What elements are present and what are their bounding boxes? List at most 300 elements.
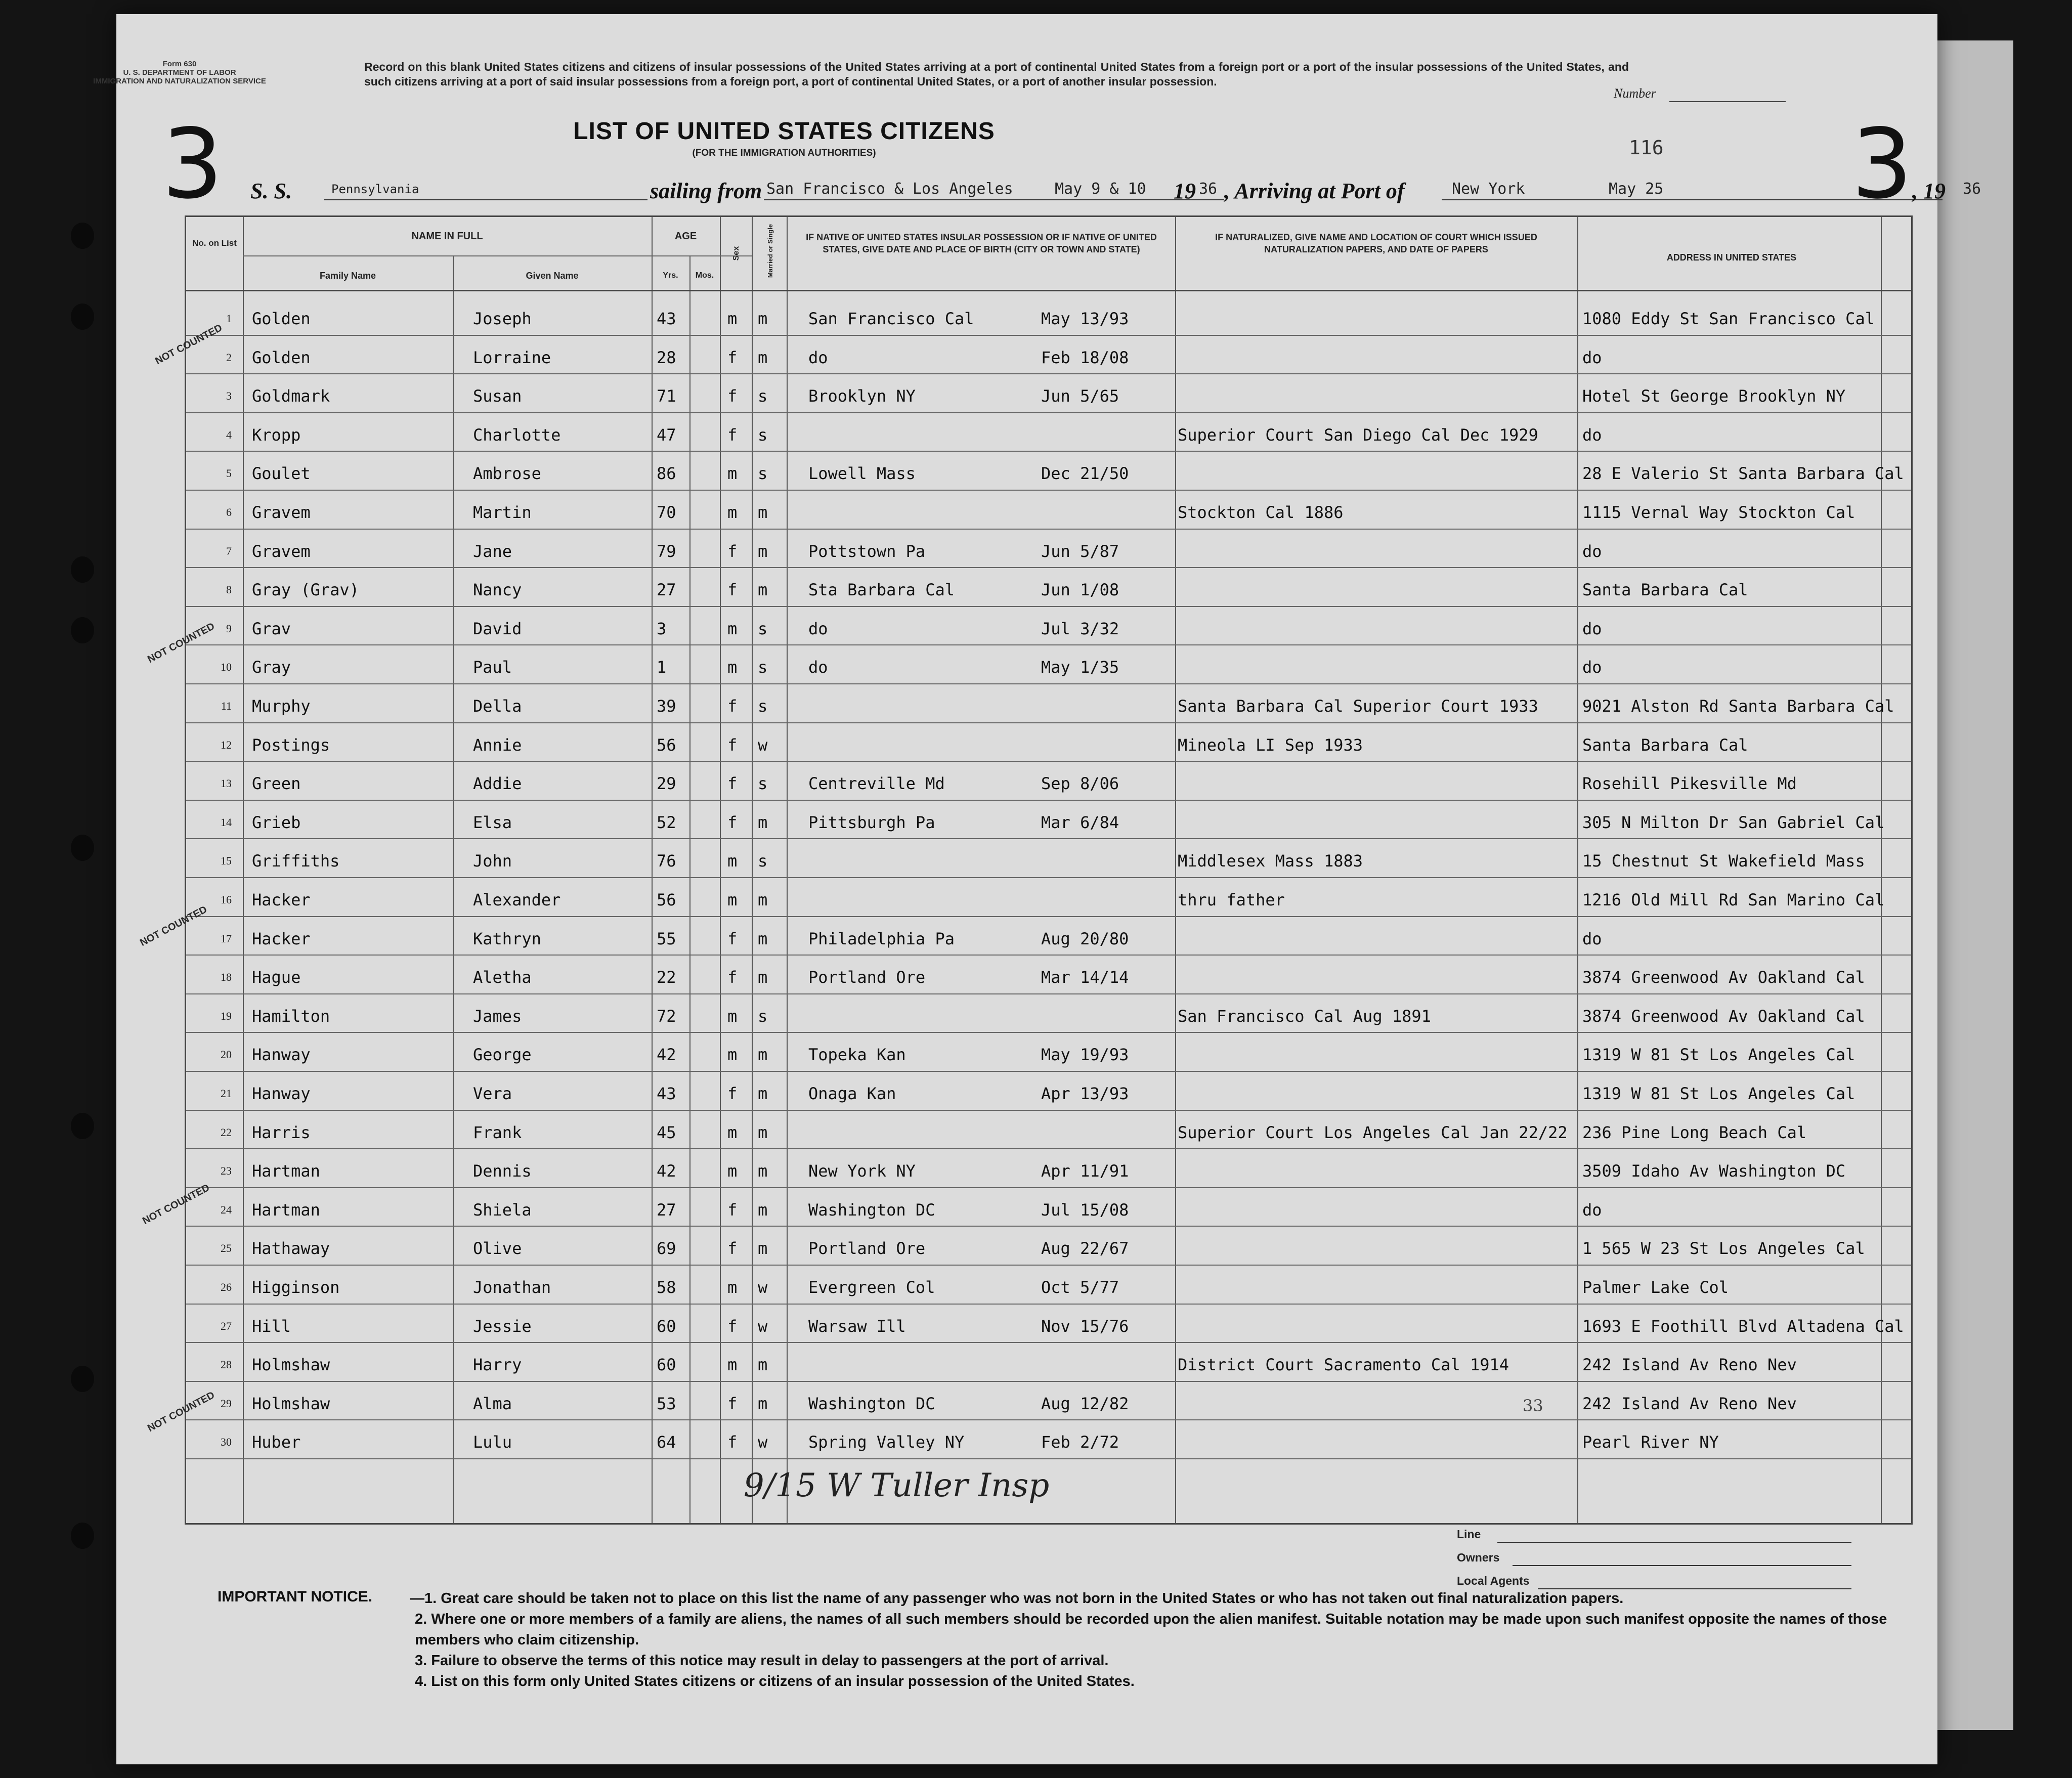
- age-years: 42: [657, 1045, 676, 1065]
- owners-field: [1457, 1551, 1530, 1574]
- us-address: do: [1582, 1200, 1602, 1220]
- birthdate: Apr 11/91: [1041, 1161, 1129, 1181]
- sex: m: [727, 890, 738, 909]
- family-name: Holmshaw: [252, 1394, 330, 1413]
- given-name: Jessie: [473, 1316, 532, 1336]
- naturalization-court: San Francisco Cal Aug 1891: [1178, 1006, 1431, 1026]
- row-number: 30: [221, 1436, 232, 1449]
- departure-port: San Francisco & Los Angeles: [766, 180, 1013, 198]
- given-name: Della: [473, 697, 522, 716]
- marital-status: m: [758, 1045, 768, 1065]
- marital-status: m: [758, 1239, 768, 1259]
- age-years: 69: [657, 1239, 676, 1259]
- family-name: Green: [252, 774, 301, 794]
- birthdate: Jun 5/87: [1041, 541, 1119, 561]
- margin-number: 33: [1523, 1396, 1543, 1415]
- us-address: 28 E Valerio St Santa Barbara Cal: [1582, 464, 1904, 484]
- row-divider: [186, 451, 1911, 452]
- marital-status: m: [758, 1394, 768, 1413]
- family-name: Golden: [252, 348, 311, 367]
- family-name: Postings: [252, 735, 330, 755]
- sex: f: [727, 348, 738, 367]
- given-name: Jonathan: [473, 1278, 551, 1297]
- arrival-port: New York: [1452, 180, 1525, 198]
- marital-status: s: [758, 425, 768, 445]
- row-divider: [186, 722, 1911, 723]
- marital-status: s: [758, 1006, 768, 1026]
- col-family-name: Family Name: [319, 271, 376, 281]
- given-name: Lorraine: [473, 348, 551, 367]
- row-number: 8: [226, 583, 232, 596]
- birthplace: Sta Barbara Cal: [808, 580, 955, 600]
- age-years: 79: [657, 541, 676, 561]
- marital-status: m: [758, 1084, 768, 1103]
- col-given-name: Given Name: [526, 271, 579, 281]
- given-name: Olive: [473, 1239, 522, 1259]
- marital-status: w: [758, 1278, 768, 1297]
- owners-underline: [1513, 1565, 1851, 1566]
- us-address: 305 N Milton Dr San Gabriel Cal: [1582, 812, 1885, 832]
- ship-underline: [324, 199, 648, 200]
- ship-name: Pennsylvania: [331, 182, 419, 196]
- age-years: 39: [657, 697, 676, 716]
- marital-status: m: [758, 1200, 768, 1220]
- birthdate: May 1/35: [1041, 658, 1119, 677]
- row-divider: [186, 1226, 1911, 1227]
- family-name: Grieb: [252, 812, 301, 832]
- sailing-label: sailing from: [650, 179, 762, 203]
- sail-year-prefix: 19: [1174, 179, 1196, 203]
- sex: m: [727, 464, 738, 484]
- naturalization-court: Superior Court Los Angeles Cal Jan 22/22: [1178, 1122, 1568, 1142]
- family-name: Murphy: [252, 697, 311, 716]
- notice-item: 3. Failure to observe the terms of this notice may result in delay to passengers at the port of arrival.: [415, 1653, 1109, 1669]
- sex: m: [727, 851, 738, 871]
- row-divider: [186, 1342, 1911, 1343]
- age-years: 1: [657, 658, 667, 677]
- row-divider: [186, 490, 1911, 491]
- birthdate: Mar 14/14: [1041, 968, 1129, 987]
- age-years: 56: [657, 735, 676, 755]
- age-years: 52: [657, 812, 676, 832]
- naturalization-court: Santa Barbara Cal Superior Court 1933: [1178, 697, 1538, 716]
- row-number: 7: [226, 544, 232, 557]
- birthdate: Feb 18/08: [1041, 348, 1129, 367]
- row-number: 2: [226, 351, 232, 364]
- sex: m: [727, 1122, 738, 1142]
- sailing-underline: [764, 199, 1224, 200]
- row-number: 27: [221, 1319, 232, 1332]
- not-counted-stamp: NOT COUNTED: [141, 1182, 212, 1227]
- family-name: Hill: [252, 1316, 291, 1336]
- birthdate: Aug 22/67: [1041, 1239, 1129, 1259]
- row-number: 18: [221, 971, 232, 984]
- punch-hole: [71, 556, 94, 583]
- given-name: Charlotte: [473, 425, 561, 445]
- given-name: Susan: [473, 386, 522, 406]
- us-address: do: [1582, 619, 1602, 638]
- family-name: Gravem: [252, 503, 311, 522]
- row-number: 24: [221, 1203, 232, 1216]
- row-number: 17: [221, 932, 232, 945]
- row-number: 26: [221, 1281, 232, 1293]
- row-number: 12: [221, 738, 232, 751]
- naturalization-court: District Court Sacramento Cal 1914: [1178, 1355, 1509, 1375]
- us-address: do: [1582, 658, 1602, 677]
- punch-hole: [71, 617, 94, 643]
- row-divider: [186, 955, 1911, 956]
- col-divider: [453, 255, 454, 1523]
- arriving-label: , Arriving at Port of: [1224, 179, 1405, 203]
- marital-status: m: [758, 812, 768, 832]
- not-counted-stamp: NOT COUNTED: [146, 1389, 217, 1435]
- row-number: 9: [226, 622, 232, 635]
- us-address: Pearl River NY: [1582, 1433, 1719, 1452]
- birthdate: Jun 1/08: [1041, 580, 1119, 600]
- row-divider: [186, 567, 1911, 568]
- us-address: 242 Island Av Reno Nev: [1582, 1355, 1797, 1375]
- us-address: 3874 Greenwood Av Oakland Cal: [1582, 1006, 1865, 1026]
- birthdate: Nov 15/76: [1041, 1316, 1129, 1336]
- row-number: 19: [221, 1009, 232, 1022]
- family-name: Hartman: [252, 1161, 320, 1181]
- age-years: 71: [657, 386, 676, 406]
- sheet-edge: [1937, 40, 2013, 1730]
- us-address: Palmer Lake Col: [1582, 1278, 1729, 1297]
- given-name: Aletha: [473, 968, 532, 987]
- us-address: 3874 Greenwood Av Oakland Cal: [1582, 968, 1865, 987]
- family-name: Huber: [252, 1433, 301, 1452]
- row-number: 29: [221, 1397, 232, 1410]
- family-name: Gray (Grav): [252, 580, 359, 600]
- given-name: Harry: [473, 1355, 522, 1375]
- notice-item: —1. Great care should be taken not to place on this list the name of any passenger who was not born in the United States or who has not taken out final naturalization papers.: [410, 1590, 1624, 1607]
- sail-date: May 9 & 10: [1055, 180, 1146, 198]
- birthplace: Warsaw Ill: [808, 1316, 906, 1336]
- marital-status: m: [758, 1355, 768, 1375]
- row-divider: [186, 1032, 1911, 1033]
- given-name: Dennis: [473, 1161, 532, 1181]
- family-name: Hathaway: [252, 1239, 330, 1259]
- family-name: Harris: [252, 1122, 311, 1142]
- row-number: 6: [226, 506, 232, 518]
- birthplace: New York NY: [808, 1161, 916, 1181]
- naturalization-court: Superior Court San Diego Cal Dec 1929: [1178, 425, 1538, 445]
- age-years: 60: [657, 1316, 676, 1336]
- given-name: Elsa: [473, 812, 512, 832]
- age-years: 55: [657, 929, 676, 948]
- sex: m: [727, 1278, 738, 1297]
- age-years: 43: [657, 1084, 676, 1103]
- sex: m: [727, 658, 738, 677]
- family-name: Holmshaw: [252, 1355, 330, 1375]
- age-years: 28: [657, 348, 676, 367]
- birthplace: Evergreen Col: [808, 1278, 935, 1297]
- birthdate: Jul 3/32: [1041, 619, 1119, 638]
- sex: m: [727, 309, 738, 328]
- sex: f: [727, 1394, 738, 1413]
- form-number: Form 630: [162, 60, 197, 68]
- age-years: 60: [657, 1355, 676, 1375]
- page-mark-right: 3: [1851, 108, 1913, 220]
- record-instructions: Record on this blank United States citizens and citizens of insular possessions of the United States arriving at a port of continental United States from a foreign port or a port of the insular possessions of the United States, and such citizens arriving at a port of said insular possessions from a foreign port, a port of continental United States, or a port of another insular possession.: [364, 60, 1629, 88]
- arrival-year-suffix: 36: [1963, 180, 1981, 198]
- sex: f: [727, 697, 738, 716]
- us-address: 1319 W 81 St Los Angeles Cal: [1582, 1084, 1855, 1103]
- row-number: 13: [221, 777, 232, 790]
- age-years: 76: [657, 851, 676, 871]
- row-divider: [186, 1381, 1911, 1382]
- birthdate: Dec 21/50: [1041, 464, 1129, 484]
- col-married: Married or Single: [766, 224, 774, 278]
- punch-hole: [71, 835, 94, 861]
- row-number: 15: [221, 854, 232, 868]
- col-birth: IF NATIVE OF UNITED STATES INSULAR POSSESSION OR IF NATIVE OF UNITED STATES, GIVE DATE AND PLACE OF BIRTH (CITY OR TOWN AND STATE): [806, 232, 1157, 254]
- marital-status: s: [758, 851, 768, 871]
- sex: f: [727, 774, 738, 794]
- row-number: 4: [226, 428, 232, 441]
- us-address: do: [1582, 425, 1602, 445]
- row-number: 20: [221, 1048, 232, 1061]
- given-name: Kathryn: [473, 929, 541, 948]
- birthdate: Feb 2/72: [1041, 1433, 1119, 1452]
- row-number: 16: [221, 893, 232, 906]
- age-years: 72: [657, 1006, 676, 1026]
- page-title: LIST OF UNITED STATES CITIZENS: [573, 118, 995, 145]
- birthplace: Washington DC: [808, 1394, 935, 1413]
- row-divider: [186, 800, 1911, 801]
- us-address: 1080 Eddy St San Francisco Cal: [1582, 309, 1875, 328]
- birthdate: Sep 8/06: [1041, 774, 1119, 794]
- birthdate: May 19/93: [1041, 1045, 1129, 1065]
- family-name: Hague: [252, 968, 301, 987]
- sex: f: [727, 425, 738, 445]
- marital-status: m: [758, 968, 768, 987]
- department: U. S. DEPARTMENT OF LABOR: [123, 68, 236, 77]
- local-agents-label: Local Agents: [1457, 1574, 1530, 1587]
- marital-status: s: [758, 386, 768, 406]
- sex: m: [727, 1045, 738, 1065]
- us-address: do: [1582, 348, 1602, 367]
- row-number: 22: [221, 1125, 232, 1139]
- family-name: Griffiths: [252, 851, 340, 871]
- birthdate: Oct 5/77: [1041, 1278, 1119, 1297]
- birthplace: Topeka Kan: [808, 1045, 906, 1065]
- naturalization-court: Middlesex Mass 1883: [1178, 851, 1363, 871]
- given-name: Alma: [473, 1394, 512, 1413]
- birthplace: Pittsburgh Pa: [808, 812, 935, 832]
- line-field: [1457, 1528, 1530, 1551]
- family-name: Hacker: [252, 890, 311, 909]
- birthdate: Jun 5/65: [1041, 386, 1119, 406]
- naturalization-court: Mineola LI Sep 1933: [1178, 735, 1363, 755]
- given-name: Joseph: [473, 309, 532, 328]
- marital-status: s: [758, 619, 768, 638]
- marital-status: m: [758, 348, 768, 367]
- row-divider: [186, 838, 1911, 839]
- family-name: Hanway: [252, 1084, 311, 1103]
- col-name-in-full: NAME IN FULL: [411, 231, 483, 242]
- row-divider: [186, 1071, 1911, 1072]
- given-name: John: [473, 851, 512, 871]
- age-years: 43: [657, 309, 676, 328]
- page-mark-left: 3: [162, 108, 223, 220]
- family-name: Hamilton: [252, 1006, 330, 1026]
- birthdate: Mar 6/84: [1041, 812, 1119, 832]
- sex: f: [727, 1084, 738, 1103]
- col-mos: Mos.: [695, 271, 714, 280]
- birthdate: Aug 20/80: [1041, 929, 1129, 948]
- row-divider: [186, 1419, 1911, 1420]
- row-divider: [186, 993, 1911, 994]
- row-divider: [186, 1110, 1911, 1111]
- sex: f: [727, 968, 738, 987]
- row-divider: [186, 335, 1911, 336]
- col-divider: [689, 255, 690, 1523]
- service: IMMIGRATION AND NATURALIZATION SERVICE: [93, 77, 266, 85]
- row-divider: [186, 606, 1911, 607]
- sex: f: [727, 1316, 738, 1336]
- given-name: Ambrose: [473, 464, 541, 484]
- marital-status: m: [758, 1161, 768, 1181]
- birthplace: Centreville Md: [808, 774, 945, 794]
- given-name: Frank: [473, 1122, 522, 1142]
- birthdate: Aug 12/82: [1041, 1394, 1129, 1413]
- us-address: Santa Barbara Cal: [1582, 580, 1748, 600]
- col-naturalized: IF NATURALIZED, GIVE NAME AND LOCATION OF COURT WHICH ISSUED NATURALIZATION PAPERS, AND DATE OF PAPERS: [1215, 232, 1537, 254]
- family-name: Higginson: [252, 1278, 340, 1297]
- ss-label: S. S.: [250, 179, 292, 203]
- family-name: Hacker: [252, 929, 311, 948]
- row-divider: [186, 916, 1911, 917]
- given-name: Jane: [473, 541, 512, 561]
- age-years: 56: [657, 890, 676, 909]
- given-name: Martin: [473, 503, 532, 522]
- us-address: Santa Barbara Cal: [1582, 735, 1748, 755]
- marital-status: m: [758, 503, 768, 522]
- age-years: 53: [657, 1394, 676, 1413]
- marital-status: m: [758, 890, 768, 909]
- row-divider: [186, 373, 1911, 374]
- given-name: Lulu: [473, 1433, 512, 1452]
- given-name: James: [473, 1006, 522, 1026]
- us-address: 15 Chestnut St Wakefield Mass: [1582, 851, 1865, 871]
- sex: f: [727, 541, 738, 561]
- birthdate: Apr 13/93: [1041, 1084, 1129, 1103]
- arrival-year-prefix: , 19: [1912, 179, 1946, 203]
- age-years: 47: [657, 425, 676, 445]
- birthplace: do: [808, 348, 828, 367]
- given-name: Shiela: [473, 1200, 532, 1220]
- us-address: 1216 Old Mill Rd San Marino Cal: [1582, 890, 1885, 909]
- row-divider: [186, 529, 1911, 530]
- family-name: Goulet: [252, 464, 311, 484]
- row-number: 5: [226, 467, 232, 480]
- given-name: Annie: [473, 735, 522, 755]
- punch-hole: [71, 303, 94, 330]
- marital-status: w: [758, 735, 768, 755]
- col-sex: Sex: [732, 246, 741, 261]
- number-underline: [1669, 101, 1786, 102]
- row-number: 25: [221, 1242, 232, 1255]
- punch-hole: [71, 1366, 94, 1392]
- sex: m: [727, 1161, 738, 1181]
- row-divider: [186, 683, 1911, 684]
- marital-status: m: [758, 309, 768, 328]
- sex: f: [727, 929, 738, 948]
- birthplace: Pottstown Pa: [808, 541, 926, 561]
- punch-hole: [71, 1113, 94, 1139]
- us-address: 3509 Idaho Av Washington DC: [1582, 1161, 1846, 1181]
- marital-status: s: [758, 774, 768, 794]
- sex: f: [727, 812, 738, 832]
- col-age: AGE: [674, 231, 697, 242]
- age-years: 45: [657, 1122, 676, 1142]
- notice-item: 2. Where one or more members of a family are aliens, the names of all such members should be recorded upon the alien manifest. Suitable notation may be made upon such manifest opposite the names of those members who claim citizenship.: [415, 1611, 1887, 1648]
- notice-item: 4. List on this form only United States citizens or citizens of an insular possession of the United States.: [415, 1673, 1135, 1689]
- sex: m: [727, 1355, 738, 1375]
- row-divider: [186, 412, 1911, 413]
- marital-status: s: [758, 464, 768, 484]
- row-divider: [186, 1148, 1911, 1149]
- arrival-underline: [1442, 199, 1942, 200]
- birthplace: Lowell Mass: [808, 464, 916, 484]
- given-name: Paul: [473, 658, 512, 677]
- row-number: 23: [221, 1164, 232, 1178]
- family-name: Hanway: [252, 1045, 311, 1065]
- us-address: 9021 Alston Rd Santa Barbara Cal: [1582, 697, 1894, 716]
- us-address: 242 Island Av Reno Nev: [1582, 1394, 1797, 1413]
- marital-status: m: [758, 929, 768, 948]
- birthplace: Philadelphia Pa: [808, 929, 955, 948]
- us-address: 1693 E Foothill Blvd Altadena Cal: [1582, 1316, 1904, 1336]
- family-name: Kropp: [252, 425, 301, 445]
- inspector-signature: 9/15 W Tuller Insp: [744, 1467, 1050, 1504]
- not-counted-stamp: NOT COUNTED: [153, 322, 225, 367]
- family-name: Gray: [252, 658, 291, 677]
- header-divider: [243, 255, 752, 256]
- marital-status: m: [758, 541, 768, 561]
- arrival-date: May 25: [1609, 180, 1664, 198]
- us-address: 1115 Vernal Way Stockton Cal: [1582, 503, 1855, 522]
- row-number: 3: [226, 389, 232, 403]
- family-name: Goldmark: [252, 386, 330, 406]
- birthplace: Portland Ore: [808, 1239, 926, 1259]
- us-address: 1 565 W 23 St Los Angeles Cal: [1582, 1239, 1865, 1259]
- marital-status: w: [758, 1316, 768, 1336]
- handwritten-number: 116: [1629, 137, 1664, 159]
- row-number: 1: [226, 312, 232, 325]
- marital-status: s: [758, 658, 768, 677]
- given-name: Vera: [473, 1084, 512, 1103]
- number-label: Number: [1614, 86, 1656, 101]
- us-address: Rosehill Pikesville Md: [1582, 774, 1797, 794]
- age-years: 29: [657, 774, 676, 794]
- age-years: 27: [657, 1200, 676, 1220]
- punch-hole: [71, 223, 94, 249]
- us-address: Hotel St George Brooklyn NY: [1582, 386, 1846, 406]
- given-name: Alexander: [473, 890, 561, 909]
- us-address: 1319 W 81 St Los Angeles Cal: [1582, 1045, 1855, 1065]
- sex: f: [727, 1200, 738, 1220]
- family-name: Grav: [252, 619, 291, 638]
- not-counted-stamp: NOT COUNTED: [146, 620, 217, 666]
- birthplace: Brooklyn NY: [808, 386, 916, 406]
- agent-fields: [1457, 1528, 1530, 1597]
- family-name: Hartman: [252, 1200, 320, 1220]
- birthplace: do: [808, 658, 828, 677]
- birthdate: Jul 15/08: [1041, 1200, 1129, 1220]
